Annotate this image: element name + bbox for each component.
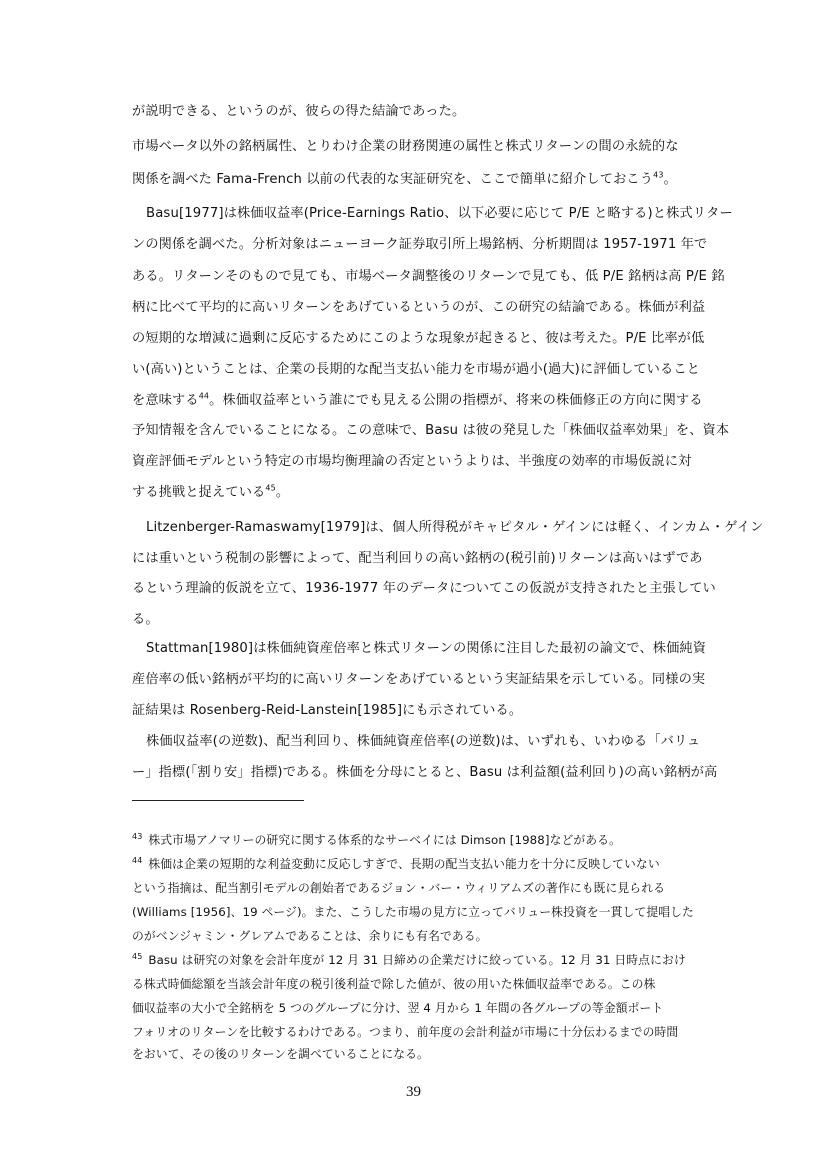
body-line: 市場ベータ以外の銘柄属性、とりわけ企業の財務関連の属性と株式リターンの間の永続的な [132, 139, 679, 154]
body-line: が説明できる、というのが、彼らの得た結論であった。 [132, 104, 466, 119]
body-line: の短期的な増減に過剰に反応するためにこのような現象が起きると、彼は考えた。P/E 比率が低 [132, 331, 705, 346]
body-line: 柄に比べて平均的に高いリターンをあげているというのが、この研究の結論である。株価が利益 [132, 300, 706, 315]
footnote-ref: 45 [265, 483, 276, 493]
paragraph-start: Basu[1977]は株価収益率(Price-Earnings Ratio、以下必要に応じて P/E と略する)と株式リター [146, 206, 733, 221]
footnote-ref: 43 [653, 170, 664, 180]
footnote-44: $^{44}$ 株価は企業の短期的な利益変動に反応しすぎで、長期の配当支払い能力を十分に反映していない [132, 856, 660, 871]
paragraph-start: 株価収益率(の逆数)、配当利回り、株価純資産倍率(の逆数)は、いずれも、いわゆる「バリュ [146, 734, 701, 749]
footnote-rule [132, 800, 304, 801]
footnote-line: をおいて、その後のリターンを調べていることになる。 [132, 1047, 429, 1061]
body-line: 証結果は Rosenberg-Reid-Lanstein[1985]にも示されている。 [132, 703, 523, 718]
body-line: ー」指標(「割り安」指標)である。株価を分母にとると、Basu は利益額(益利回り)の高い銘柄が高 [132, 765, 718, 780]
footnote-line: 価収益率の大小で全銘柄を 5 つのグループに分け、翌 4 月から 1 年間の各グループの等金額ポート [132, 1001, 664, 1015]
footnote-ref: 44 [198, 391, 210, 401]
footnote-line: フォリオのリターンを比較するわけである。つまり、前年度の会計利益が市場に十分伝わるまでの時間 [132, 1025, 679, 1039]
footnote-line: (Williams [1956]、19 ページ)。また、こうした市場の見方に立ってバリュー株投資を一貫して提唱した [132, 905, 694, 919]
body-line: 予知情報を含んでいることになる。この意味で、Basu は彼の発見した「株価収益率効果」を、資本 [132, 423, 730, 438]
page-number: 39 [406, 1084, 421, 1100]
body-line: 関係を調べた Fama-French 以前の代表的な実証研究を、ここで簡単に紹介しておこう$^{43}$。 [132, 170, 677, 187]
body-line: る。 [132, 612, 159, 627]
body-line: 産倍率の低い銘柄が平均的に高いリターンをあげているという実証結果を示している。同様の実 [132, 672, 706, 687]
footnote-45: $^{45}$ Basu は研究の対象を会計年度が 12 月 31 日締めの企業だけに絞っている。12 月 31 日時点におけ [132, 952, 686, 967]
body-line: い(高い)ということは、企業の長期的な配当支払い能力を市場が過小(過大)に評価していること [132, 362, 701, 377]
body-line: には重いという税制の影響によって、配当利回りの高い銘柄の(税引前)リターンは高いはずであ [132, 551, 703, 566]
body-line: 資産評価モデルという特定の市場均衡理論の否定というよりは、半強度の効率的市場仮説に対 [132, 454, 692, 469]
body-line: ある。リターンそのもので見ても、市場ベータ調整後のリターンで見ても、低 P/E 銘柄は高 P/E 銘 [132, 269, 725, 284]
body-line: るという理論的仮説を立て、1936-1977 年のデータについてこの仮説が支持されたと主張してい [132, 581, 716, 596]
footnote-43: $^{43}$ 株式市場アノマリーの研究に関する体系的なサーベイには Dimson [1988]などがある。 [132, 832, 621, 847]
body-line: する挑戦と捉えている$^{45}$。 [132, 483, 290, 500]
footnote-line: る株式時価総額を当該会計年度の税引後利益で除した値が、彼の用いた株価収益率である。この株 [132, 977, 656, 991]
footnote-line: という指摘は、配当割引モデルの創始者であるジョン・バー・ウィリアムズの著作にも既に見られる [132, 881, 666, 895]
paragraph-start: Stattman[1980]は株価純資産倍率と株式リターンの関係に注目した最初の論文で、株価純資 [146, 641, 707, 656]
body-line: を意味する$^{44}$。株価収益率という誰にでも見える公開の指標が、将来の株価修正の方向に関する [132, 391, 703, 408]
paragraph-start: Litzenberger-Ramaswamy[1979]は、個人所得税がキャピタル・ゲインには軽く、インカム・ゲイン [146, 520, 764, 535]
footnote-line: のがベンジャミン・グレアムであることは、余りにも有名である。 [132, 929, 488, 943]
body-line: ンの関係を調べた。分析対象はニューヨーク証券取引所上場銘柄、分析期間は 1957-1971 年で [132, 237, 708, 252]
